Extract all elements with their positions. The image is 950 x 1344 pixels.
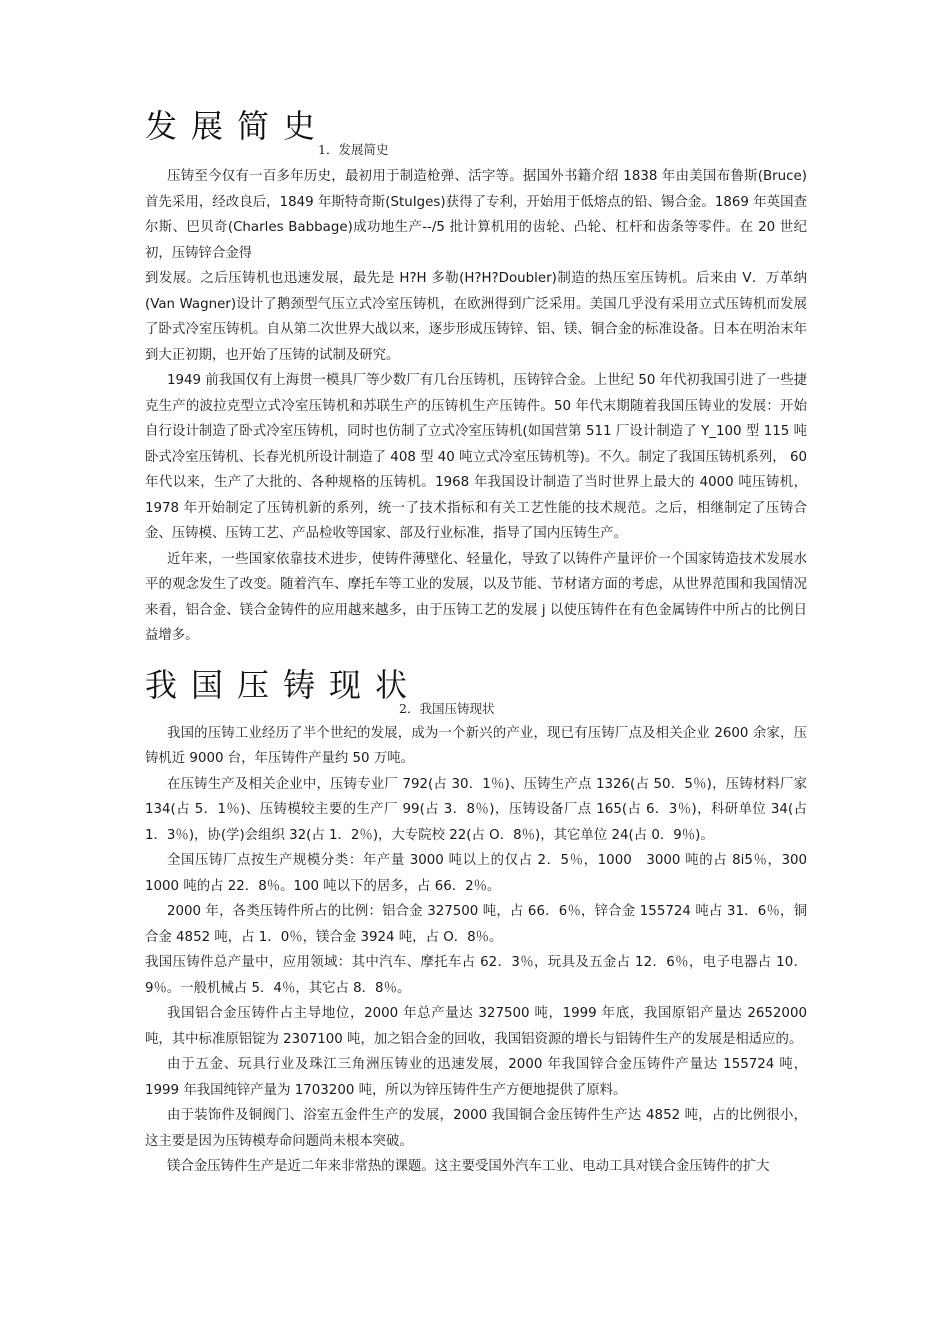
- paragraph: 我国的压铸工业经历了半个世纪的发展，成为一个新兴的产业，现已有压铸厂点及相关企业 2600 余家，压铸机近 9000 台，年压铸件产量约 50 万吨。: [145, 725, 807, 766]
- section-heading: [145, 659, 807, 719]
- section-subtitle: 1．发展简史: [318, 142, 389, 157]
- section-status: [145, 659, 821, 1180]
- paragraph: 由于装饰件及铜阀门、浴室五金件生产的发展，2000 我国铜合金压铸件生产达 4852 吨，占的比例很小，这主要是因为压铸模寿命问题尚未根本突破。: [145, 1108, 807, 1149]
- paragraph: 压铸至今仅有一百多年历史，最初用于制造枪弹、活字等。据国外书籍介绍 1838 年由美国布鲁斯(Bruce)首先采用，经改良后，1849 年斯特奇斯(StuIges)获得了专利，开始用于低熔点的铅、锡合金。1869 年英国查尔斯、巴贝奇(Charles Babbage)成功地生产--/5 批计算机用的齿轮、凸轮、杠杆和齿条等零件。在 20 世纪初，压铸锌合金得: [145, 169, 807, 261]
- paragraph: 全国压铸厂点按生产规模分类：年产量 3000 吨以上的仅占 2．5％，1000 3000 吨的占 8i5％，300 1000 吨的占 22．8％。100 吨以下的居多，占 66．2％。: [145, 853, 821, 894]
- section-history: [145, 100, 807, 649]
- section-heading: [145, 100, 807, 160]
- section-title: 发展简史: [145, 107, 330, 145]
- paragraph: 在压铸生产及相关企业中，压铸专业厂 792(占 30．1％)、压铸生产点 1326(占 50．5％)，压铸材料厂家 134(占 5．1％)、压铸模较主要的生产厂 99(占 3．8％)，压铸设备厂点 165(占 6．3％)，科研单位 34(占 1．3％)，协(学)会组织 32(占 1．2％)，大专院校 22(占 O．8％)，其它单位 24(占 0．9％)。: [145, 776, 807, 843]
- paragraph: 1949 前我国仅有上海贯一模具厂等少数厂有几台压铸机，压铸锌合金。上世纪 50 年代初我国引进了一些捷克生产的波拉克型立式冷室压铸机和苏联生产的压铸机生产压铸件。50 年代末期随着我国压铸业的发展：开始自行设计制造了卧式冷室压铸机，同时也仿制了立式冷室压铸机(如国营第 511 厂设计制造了 Y_100 型 115 吨卧式冷室压铸机、长春光机所设计制造了 408 型 40 吨立式冷室压铸机等)。不久。制定了我国压铸机系列， 60 年代以来，生产了大批的、各种规格的压铸机。1968 年我国设计制造了当时世界上最大的 4000 吨压铸机，1978 年开始制定了压铸机新的系列，统一了技术指标和有关工艺性能的技术规范。之后，相继制定了压铸合金、压铸模、压铸工艺、产品检收等国家、部及行业标准，指导了国内压铸生产。: [145, 373, 807, 541]
- paragraph: 镁合金压铸件生产是近二年来非常热的课题。这主要受国外汽车工业、电动工具对镁合金压铸件的扩大: [167, 1159, 770, 1174]
- paragraph: 我国铝合金压铸件占主导地位，2000 年总产量达 327500 吨，1999 年底，我国原铝产量达 2652000 吨，其中标准原铝锭为 2307100 吨，加之铝合金的回收，我国铝资源的增长与铝铸件生产的发展是相适应的。: [145, 1006, 807, 1047]
- paragraph: 2000 年，各类压铸件所占的比例：铝合金 327500 吨，占 66．6％，锌合金 155724 吨占 31．6％，铜合金 4852 吨，占 1．0％，镁合金 3924 吨，占 O．8％。: [145, 904, 807, 945]
- paragraph: 近年来，一些国家依靠技术进步，使铸件薄壁化、轻量化，导致了以铸件产量评价一个国家铸造技术发展水平的观念发生了改变。随着汽车、摩托车等工业的发展，以及节能、节材诸方面的考虑，从世界范围和我国情况来看，铝合金、镁合金铸件的应用越来越多，由于压铸工艺的发展 j 以使压铸件在有色金属铸件中所占的比例日益增多。: [145, 551, 807, 643]
- document-body: [145, 100, 821, 1180]
- paragraph: 我国压铸件总产量中，应用领域：其中汽车、摩托车占 62．3％，玩具及五金占 12．6％，电子电器占 10．9％。一般机械占 5．4％，其它占 8．8％。: [145, 955, 807, 996]
- section-subtitle: 2．我国压铸现状: [399, 700, 495, 716]
- paragraph: 由于五金、玩具行业及珠江三角洲压铸业的迅速发展，2000 年我国锌合金压铸件产量达 155724 吨，1999 年我国纯锌产量为 1703200 吨，所以为锌压铸件生产方便地提供了原料。: [145, 1057, 807, 1098]
- section-title: 我国压铸现状: [145, 665, 422, 704]
- paragraph: 到发展。之后压铸机也迅速发展，最先是 H?H 多勒(H?H?Doubler)制造的热压室压铸机。后来由 V．万革纳(Van Wagner)设计了鹅颈型气压立式冷室压铸机，在欧洲得到广泛采用。美国几乎没有采用立式压铸机而发展了卧式冷室压铸机。自从第二次世界大战以来，逐步形成压铸锌、铝、镁、铜合金的标准设备。日本在明治末年到大正初期，也开始了压铸的试制及研究。: [145, 271, 807, 363]
